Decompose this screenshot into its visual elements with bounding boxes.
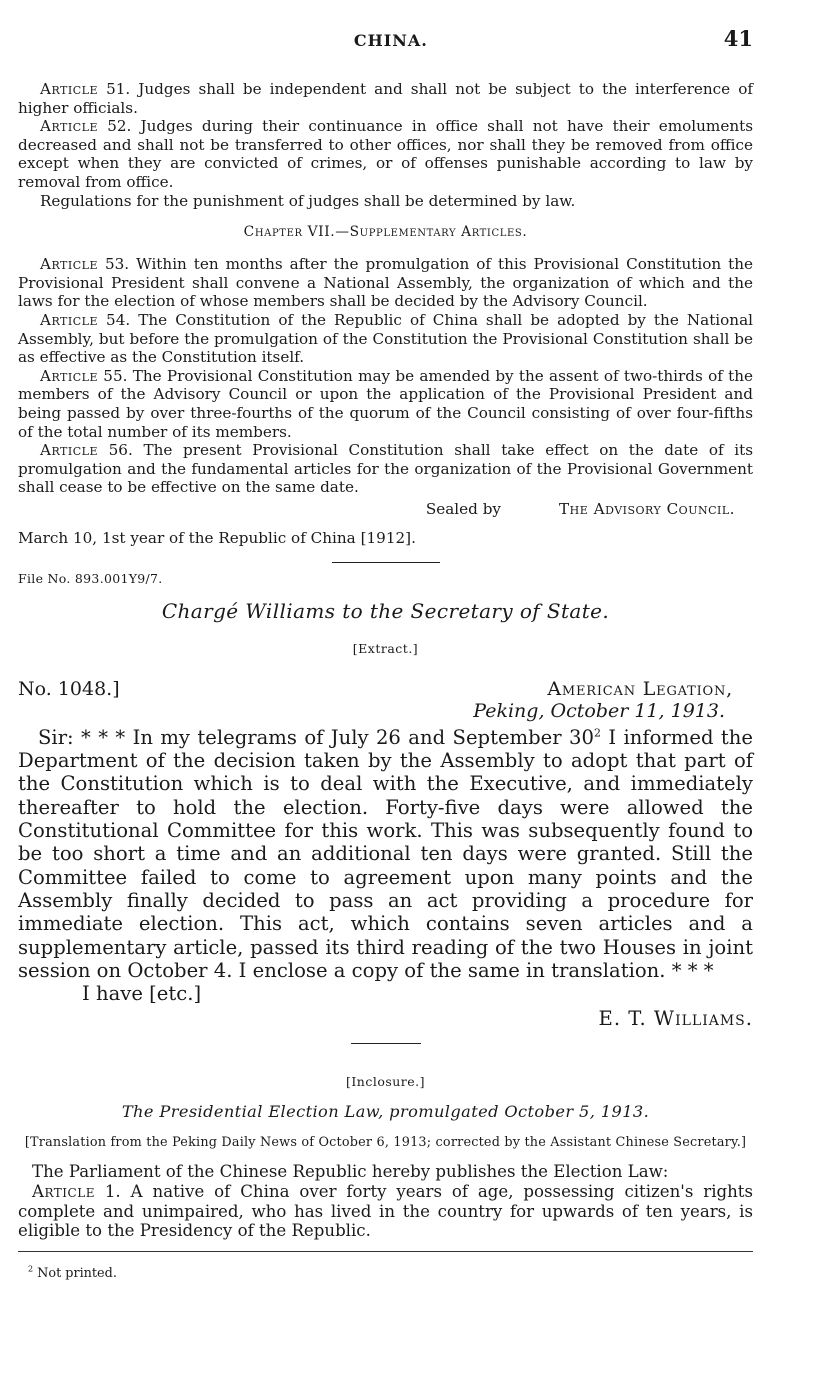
supplementary-articles	[18, 255, 753, 497]
legation-name: American Legation,	[547, 677, 733, 700]
document-page	[18, 26, 753, 1281]
article-56: Article 56. The present Provisional Constitution shall take effect on the date of its promulgation and the fundamental articles for the organization of the Provisional Government shall cease to be effective on the same date.	[18, 441, 753, 497]
chapter-heading: Chapter VII.—Supplementary Articles.	[243, 224, 528, 241]
extract-label: [Extract.]	[352, 640, 419, 656]
document-title: Chargé Williams to the Secretary of State.	[161, 598, 610, 623]
running-title: CHINA.	[353, 31, 428, 50]
inclosure-label: [Inclosure.]	[345, 1074, 426, 1090]
law-text	[18, 1162, 753, 1240]
file-number: File No. 893.001Y9/7.	[18, 570, 163, 586]
section-divider	[332, 562, 440, 563]
article-55: Article 55. The Provisional Constitution may be amended by the assent of two-thirds of the members of the Advisory Council or upon the application of the Provisional President and being passed by over three-fourths of the quorum of the Council consisting of over four-fifths of the total number of its members.	[18, 366, 753, 441]
sealing-body: The Advisory Council.	[559, 499, 735, 518]
article-54: Article 54. The Constitution of the Republic of China shall be adopted by the National Assembly, but before the promulgation of the Constitution the Provisional Constitution shall be as effective as the Constitution itself.	[18, 310, 753, 367]
article-52: Article 52. Judges during their continuance in office shall not have their emoluments decreased and shall not be transferred to other offices, nor shall they be removed from office except when they are convicted of crimes, or of offenses punishable according to law by removal from office.	[18, 117, 753, 191]
law-article-1: Article 1. A native of China over forty years of age, possessing citizen's rights complete and unimpaired, who has lived in the country for upwards of ten years, is eligible to the Presidency of the Republic.	[18, 1182, 753, 1241]
page-number: 41	[723, 26, 753, 51]
judges-regulation: Regulations for the punishment of judges shall be determined by law.	[40, 191, 576, 210]
legation-block	[473, 678, 753, 722]
translation-note: [Translation from the Peking Daily News of October 6, 1913; corrected by the Assistant Chinese Secretary.]	[24, 1135, 747, 1151]
despatch-number: No. 1048.]	[18, 677, 120, 700]
letter-body	[18, 726, 753, 982]
page-header	[18, 26, 753, 56]
article-53: Article 53. Within ten months after the promulgation of this Provisional Constitution the Provisional President shall convene a National Assembly, the organization of which and the laws for the election of whose members shall be decided by the Advisory Council.	[18, 255, 753, 311]
place-date: Peking, October 11, 1913.	[473, 699, 725, 722]
sealed-by: Sealed by	[425, 499, 502, 518]
letter-closing: I have [etc.]	[82, 982, 202, 1006]
law-intro: The Parliament of the Chinese Republic hereby publishes the Election Law:	[32, 1162, 669, 1182]
sealed-line	[18, 500, 753, 519]
section-divider-2	[351, 1043, 421, 1044]
signature: E. T. Williams.	[598, 1007, 753, 1031]
law-title: The Presidential Election Law, promulgated October 5, 1913.	[121, 1102, 650, 1122]
footnote-ref: 2	[593, 726, 601, 740]
letter-heading	[18, 678, 753, 722]
footnote: $^2$ Not printed.	[28, 1264, 117, 1281]
article-51: Article 51. Judges shall be independent and shall not be subject to the interference of higher officials.	[18, 80, 753, 117]
letter-paragraph: Sir: * * * In my telegrams of July 26 and September $30^2$ I informed the Department of the decision taken by the Assembly to adopt that part of the Constitution which is to deal with the Executive, and immediately thereafter to hold the election. Forty-five days were allowed the Constitutional Committee for this work. This was subsequently found to be too short a time and an additional ten days were granted. Still the Committee failed to come to agreement upon many points and the Assembly finally decided to pass an act providing a procedure for immediate election. This act, which contains seven articles and a supplementary article, passed its third reading of the two Houses in joint session on October 4. I enclose a copy of the same in translation. * * *	[18, 725, 753, 982]
constitution-articles-upper	[18, 80, 753, 210]
constitution-date: March 10, 1st year of the Republic of China [1912].	[18, 528, 416, 547]
footnote-rule	[18, 1251, 753, 1252]
